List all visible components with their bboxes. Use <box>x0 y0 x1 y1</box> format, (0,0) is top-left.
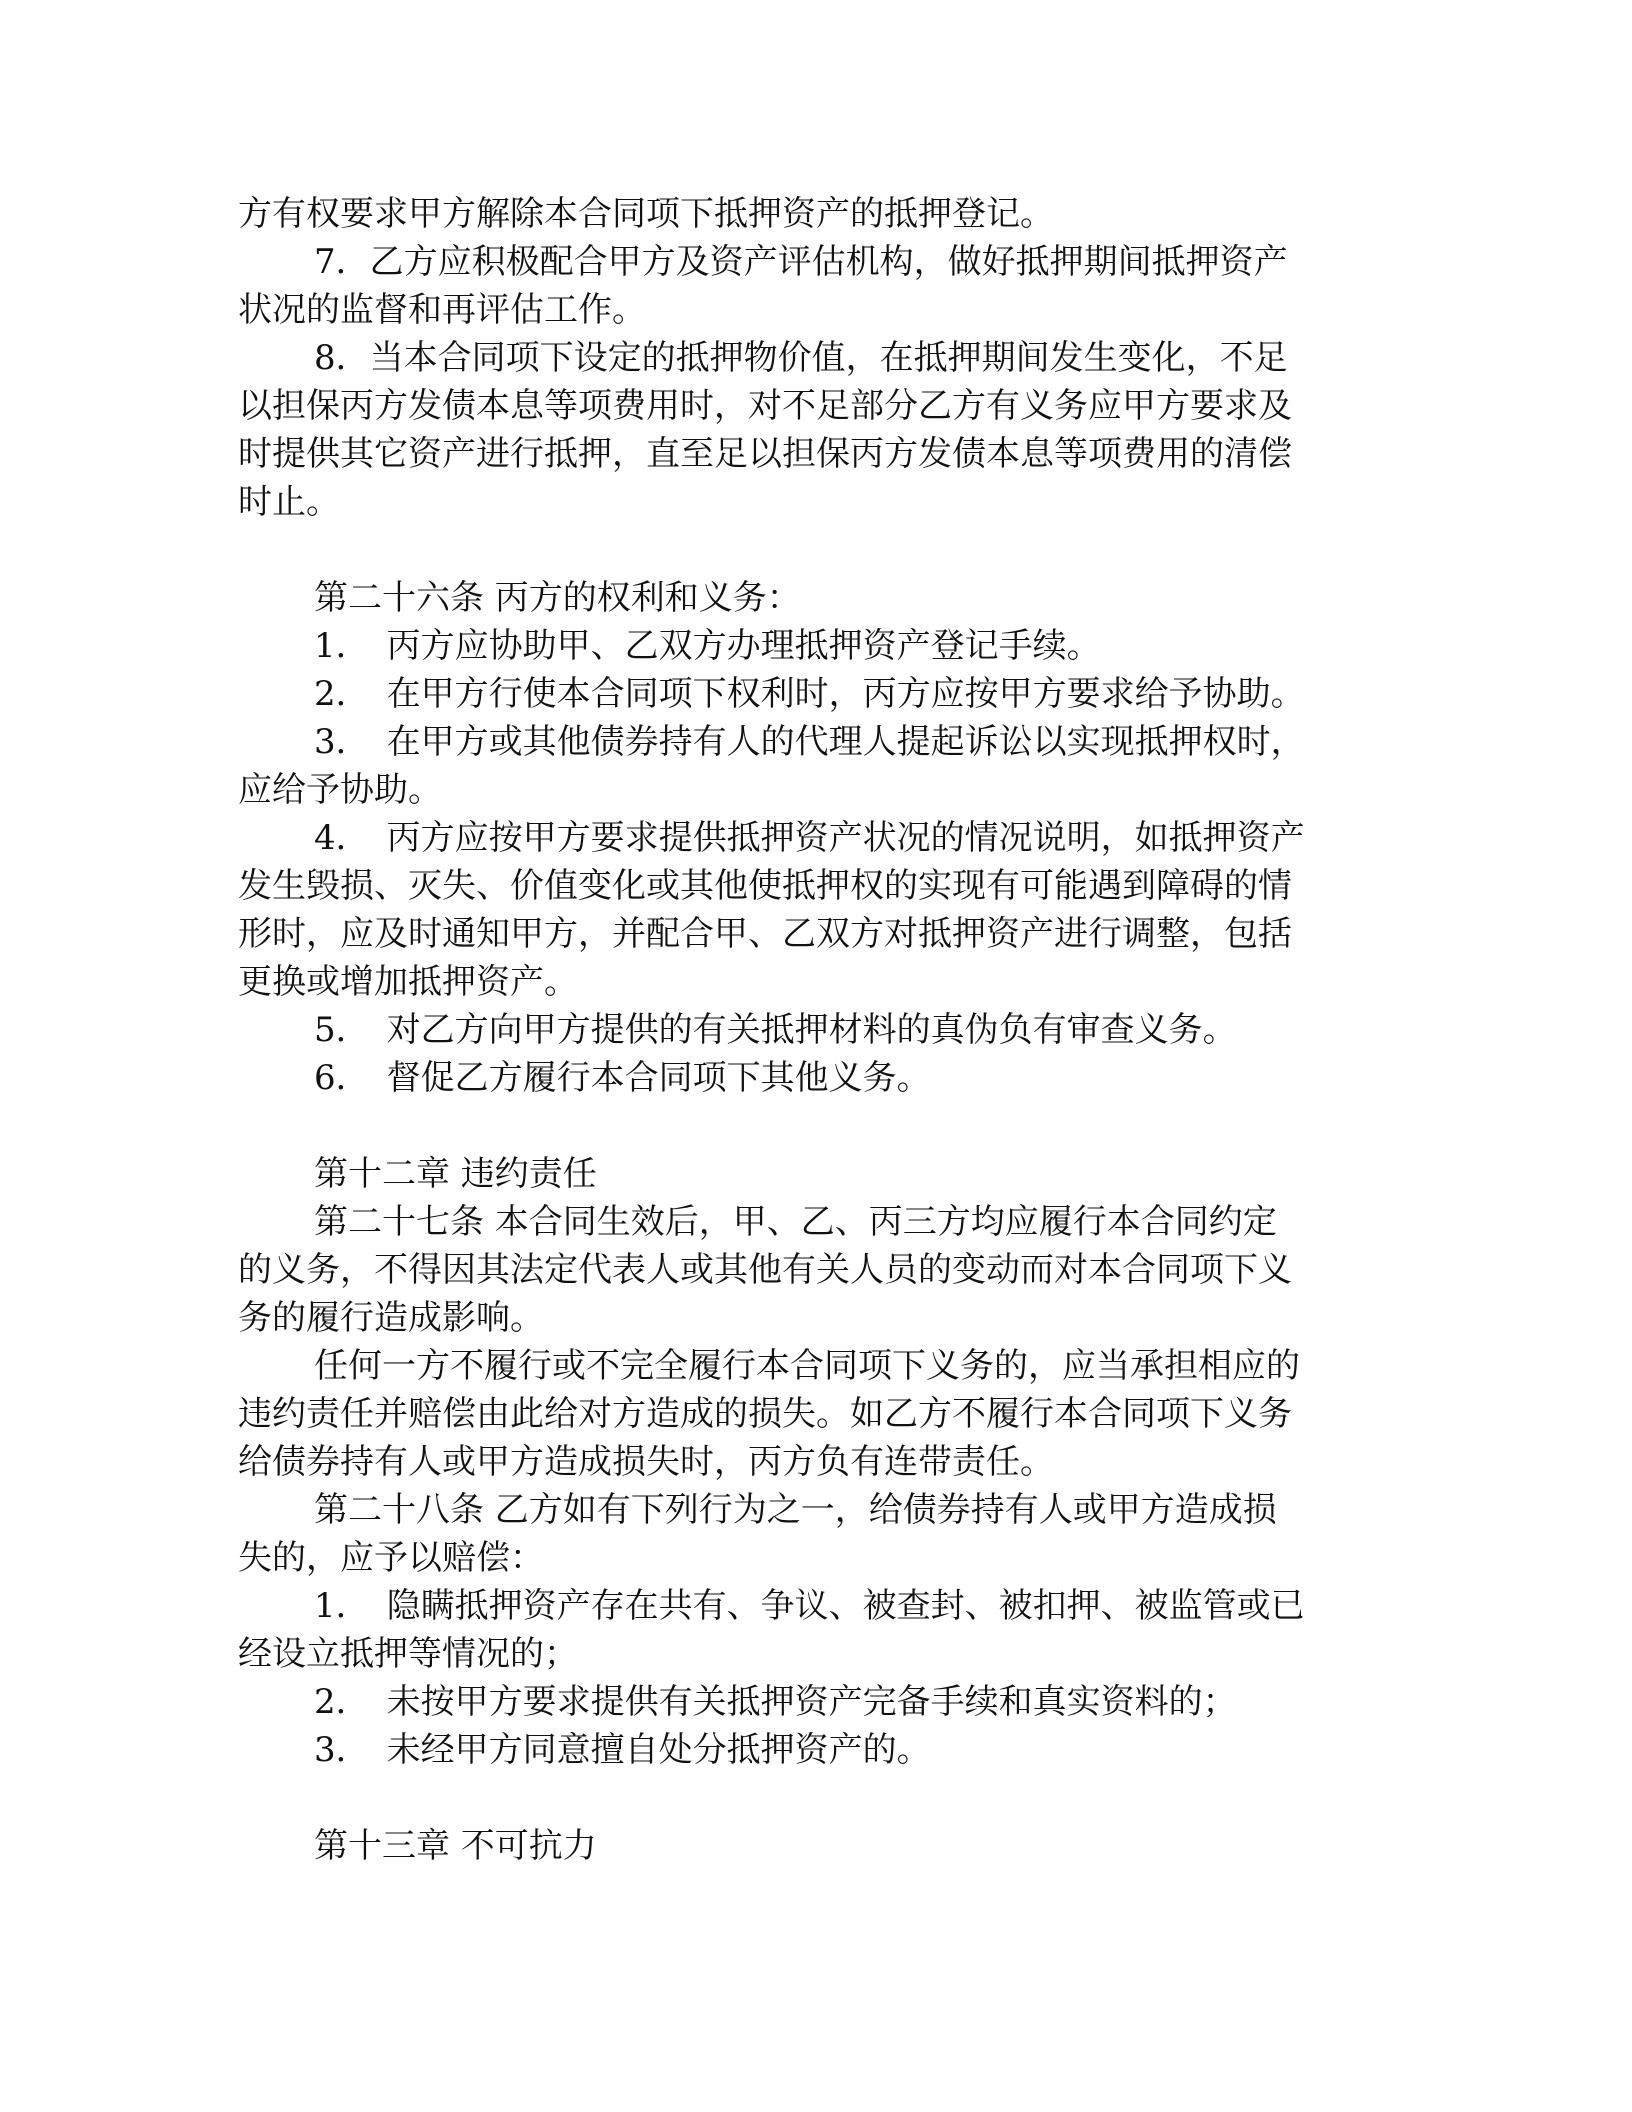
text-line: 第二十七条 本合同生效后，甲、乙、丙三方均应履行本合同约定 <box>314 1202 1277 1242</box>
text-line: 给债券持有人或甲方造成损失时，丙方负有连带责任。 <box>238 1442 1054 1482</box>
text-line: 时止。 <box>238 482 340 522</box>
text-line: 6． 督促乙方履行本合同项下其他义务。 <box>314 1058 931 1098</box>
text-line: 2． 未按甲方要求提供有关抵押资产完备手续和真实资料的； <box>314 1682 1237 1722</box>
text-line: 发生毁损、灭失、价值变化或其他使抵押权的实现有可能遇到障碍的情 <box>238 866 1292 906</box>
paragraph-a28i2 <box>238 1678 1388 1726</box>
paragraph-article28 <box>238 1486 1388 1582</box>
text-line: 3． 在甲方或其他债券持有人的代理人提起诉讼以实现抵押权时， <box>314 722 1305 762</box>
text-line: 失的，应予以赔偿： <box>238 1538 544 1578</box>
paragraph-a26i4 <box>238 814 1388 1006</box>
text-line: 更换或增加抵押资产。 <box>238 962 578 1002</box>
paragraph-gap <box>238 526 1388 574</box>
text-line: 4． 丙方应按甲方要求提供抵押资产状况的情况说明，如抵押资产 <box>314 818 1305 858</box>
paragraph-a26i6 <box>238 1054 1388 1102</box>
text-line: 第十三章 不可抗力 <box>314 1826 597 1866</box>
paragraph-p1 <box>238 190 1388 238</box>
text-line: 7．乙方应积极配合甲方及资产评估机构，做好抵押期间抵押资产 <box>314 242 1288 282</box>
text-line: 应给予协助。 <box>238 770 442 810</box>
text-line: 经设立抵押等情况的； <box>238 1634 578 1674</box>
text-line: 形时，应及时通知甲方，并配合甲、乙双方对抵押资产进行调整，包括 <box>238 914 1292 954</box>
text-line: 时提供其它资产进行抵押，直至足以担保丙方发债本息等项费用的清偿 <box>238 434 1292 474</box>
paragraph-a28i3 <box>238 1726 1388 1774</box>
paragraph-a26i1 <box>238 622 1388 670</box>
text-line: 1． 隐瞒抵押资产存在共有、争议、被查封、被扣押、被监管或已 <box>314 1586 1305 1626</box>
document-page <box>238 190 1388 1870</box>
paragraph-gap <box>238 1774 1388 1822</box>
text-line: 违约责任并赔偿由此给对方造成的损失。如乙方不履行本合同项下义务 <box>238 1394 1292 1434</box>
text-line: 1． 丙方应协助甲、乙双方办理抵押资产登记手续。 <box>314 626 1101 666</box>
paragraph-a28i1 <box>238 1582 1388 1678</box>
text-line: 方有权要求甲方解除本合同项下抵押资产的抵押登记。 <box>238 194 1054 234</box>
text-line: 8．当本合同项下设定的抵押物价值，在抵押期间发生变化，不足 <box>314 338 1288 378</box>
text-line: 状况的监督和再评估工作。 <box>238 290 646 330</box>
text-line: 2． 在甲方行使本合同项下权利时，丙方应按甲方要求给予协助。 <box>314 674 1305 714</box>
text-line: 5． 对乙方向甲方提供的有关抵押材料的真伪负有审查义务。 <box>314 1010 1237 1050</box>
text-line: 以担保丙方发债本息等项费用时，对不足部分乙方有义务应甲方要求及 <box>238 386 1292 426</box>
paragraph-chapter13 <box>238 1822 1388 1870</box>
paragraph-a26i3 <box>238 718 1388 814</box>
paragraph-a26i2 <box>238 670 1388 718</box>
paragraph-p2 <box>238 238 1388 334</box>
text-line: 第二十六条 丙方的权利和义务： <box>314 578 801 618</box>
paragraph-p3 <box>238 334 1388 526</box>
paragraph-article27b <box>238 1342 1388 1486</box>
text-line: 3． 未经甲方同意擅自处分抵押资产的。 <box>314 1730 931 1770</box>
text-line: 的义务，不得因其法定代表人或其他有关人员的变动而对本合同项下义 <box>238 1250 1292 1290</box>
paragraph-a26i5 <box>238 1006 1388 1054</box>
paragraph-article26 <box>238 574 1388 622</box>
paragraph-chapter12 <box>238 1150 1388 1198</box>
paragraph-article27 <box>238 1198 1388 1342</box>
text-line: 第二十八条 乙方如有下列行为之一，给债券持有人或甲方造成损 <box>314 1490 1277 1530</box>
text-line: 任何一方不履行或不完全履行本合同项下义务的，应当承担相应的 <box>314 1346 1300 1386</box>
paragraph-gap <box>238 1102 1388 1150</box>
text-line: 第十二章 违约责任 <box>314 1154 597 1194</box>
text-line: 务的履行造成影响。 <box>238 1298 544 1338</box>
